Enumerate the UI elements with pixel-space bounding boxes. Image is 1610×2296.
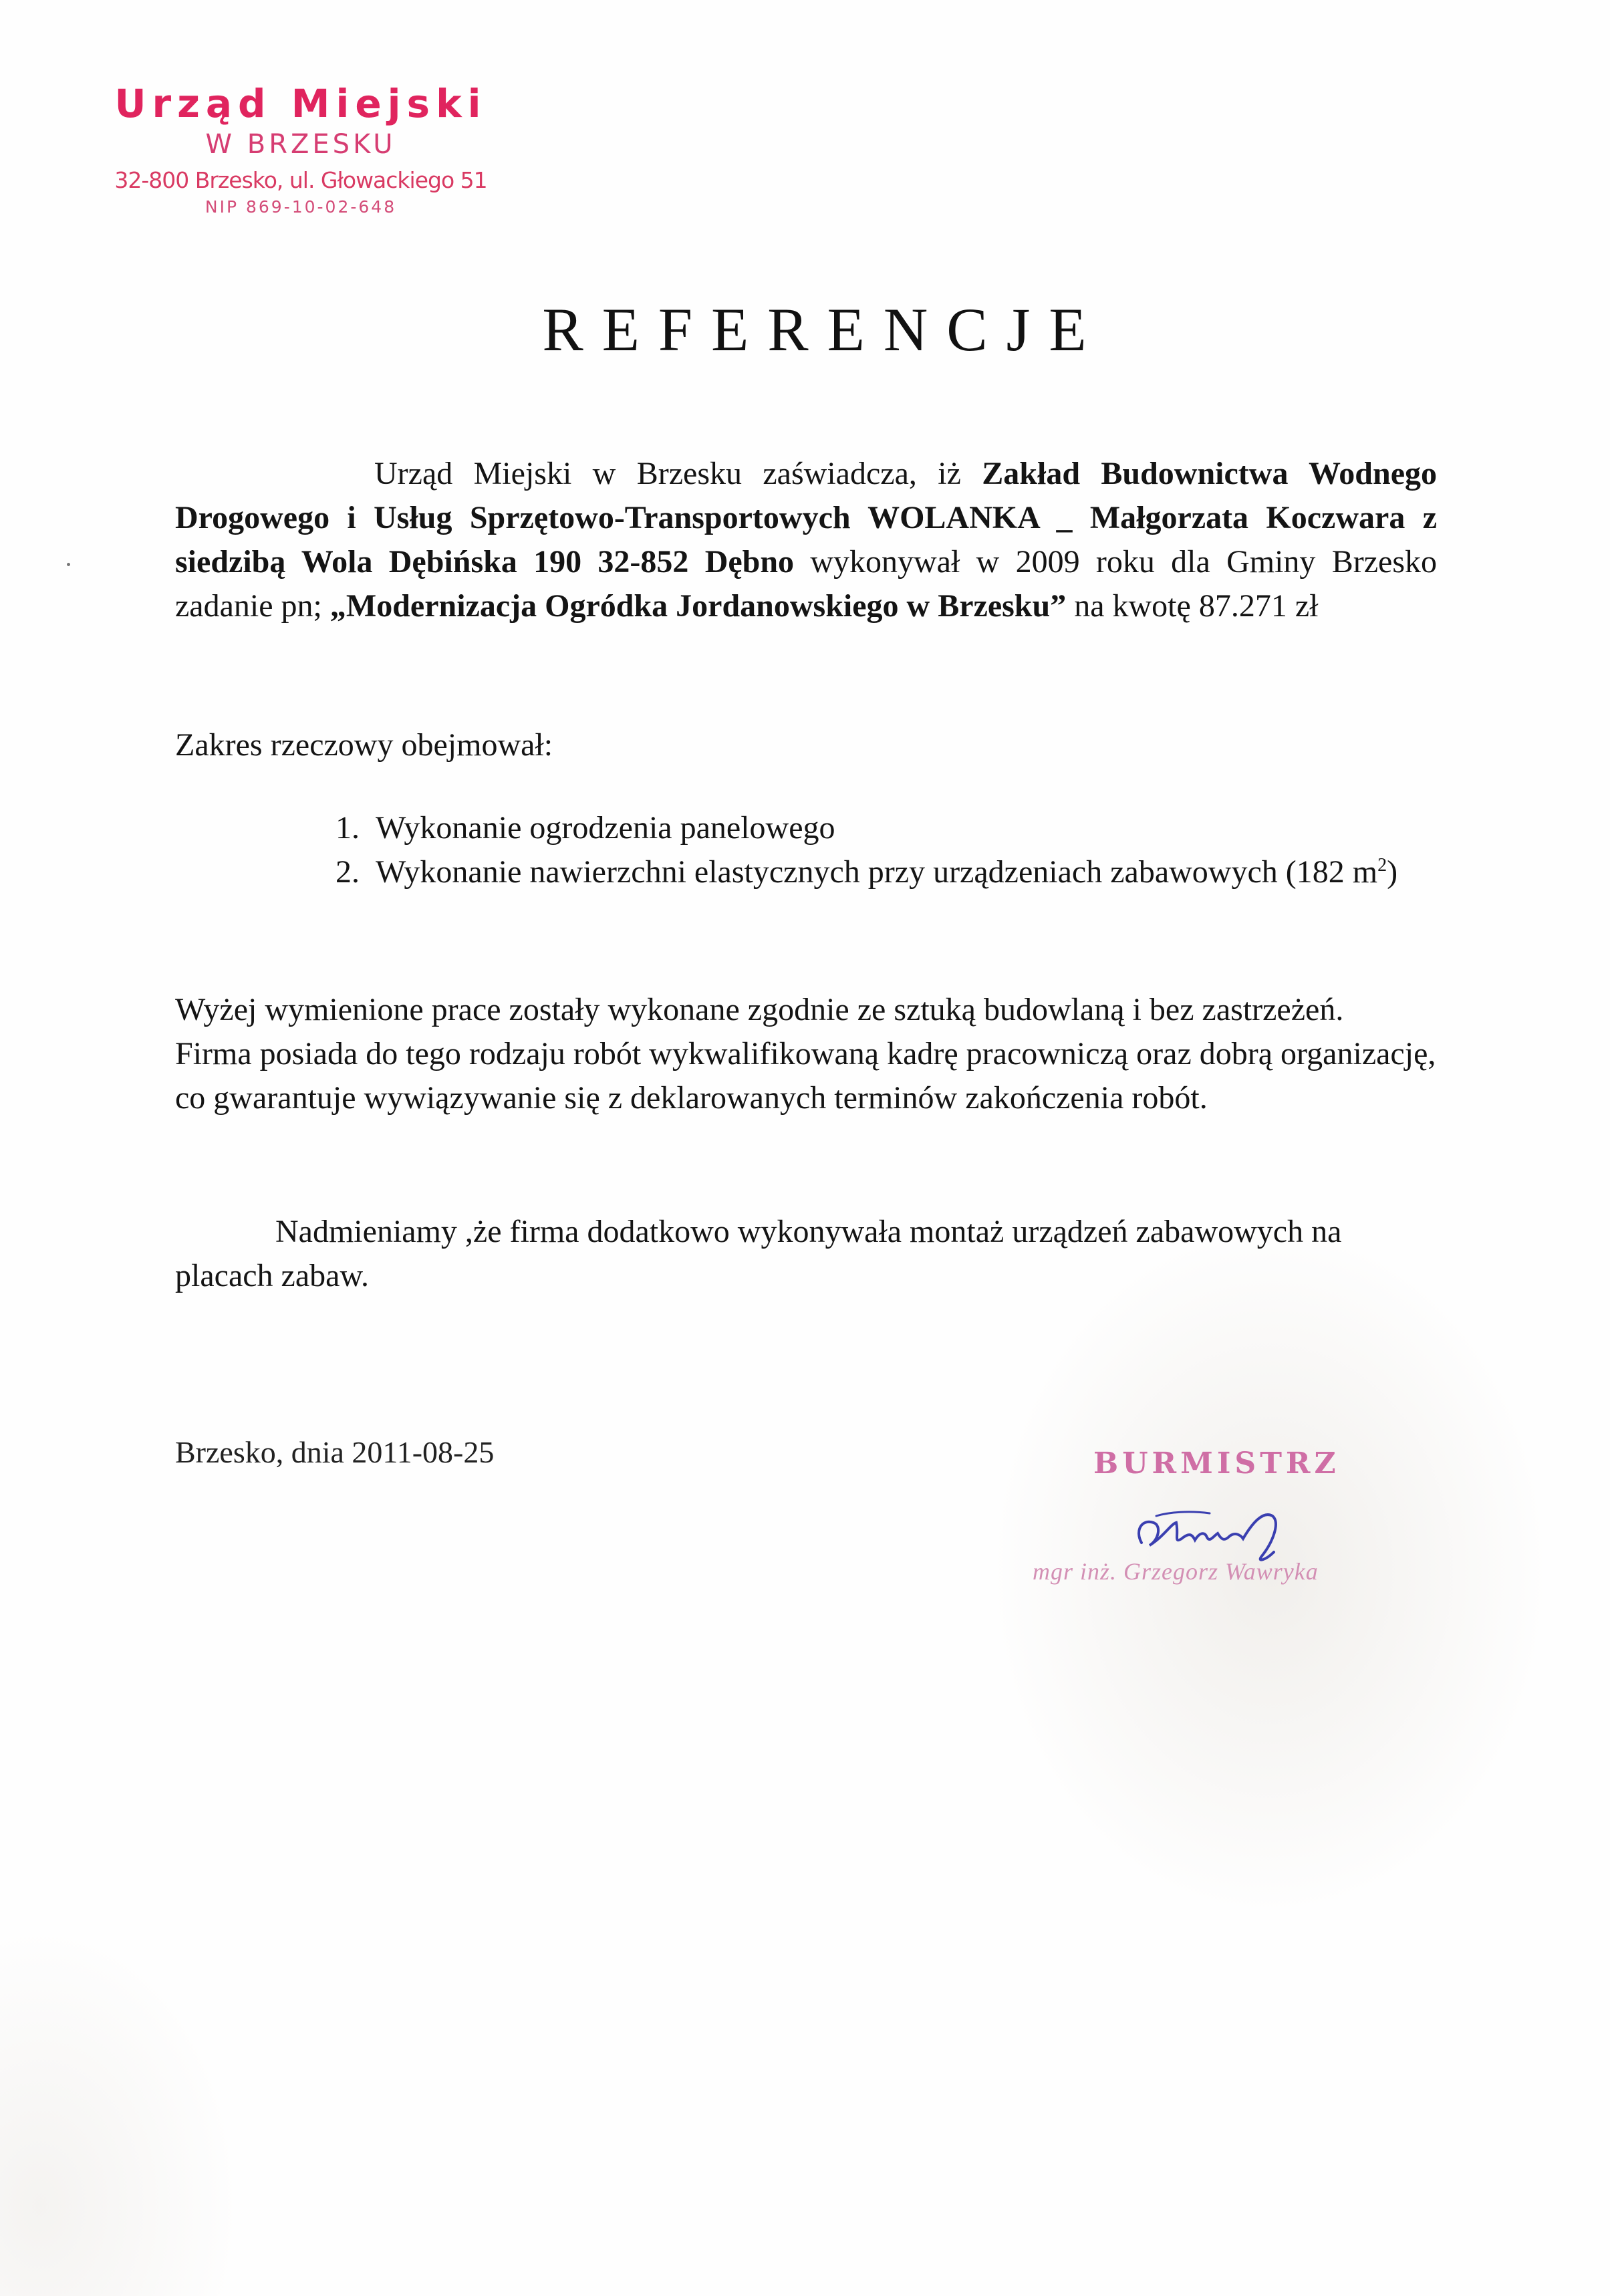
intro-paragraph [175,452,1437,628]
office-stamp [74,80,528,218]
signature-title: BURMISTRZ [1093,1446,1340,1481]
date-line: Brzesko, dnia 2011-08-25 [175,1435,495,1469]
scope-list [175,806,1437,894]
list-text [376,850,1437,894]
company-name: Zakład Budownictwa Wodnego Drogowego i Usług Sprzętowo-Transportowych WOLANKA _ Małgorzata Koczwara z siedzibą Wola Dębińska 190 32-852 Dębno [175,456,1438,580]
stamp-nip: NIP 869-10-02-648 [205,197,397,217]
intro-middle: wykonywał w 2009 roku dla Gminy Brzesko zadanie pn; [175,544,1437,624]
stamp-title: Urząd Miejski [114,81,487,126]
contract-amount: na kwotę 87.271 zł [1066,588,1319,624]
paragraph-extra: Nadmieniamy ,że firma dodatkowo wykonywała montaż urządzeń zabawowych na placach zabaw. [175,1214,1342,1293]
extra-paragraph [175,1210,1437,1298]
paragraph-work: Wyżej wymienione prace zostały wykonane zgodnie ze sztuką budowlaną i bez zastrzeżeń. [175,992,1344,1027]
paragraph-staff: Firma posiada do tego rodzaju robót wykwalifikowaną kadrę pracowniczą oraz dobrą organizację, co gwarantuje wywiązywanie się z deklarowanych terminów zakończenia robót. [175,1036,1436,1116]
list-number: 2. [336,854,360,890]
signatory-name: mgr inż. Grzegorz Wawryka [1033,1558,1319,1585]
document-title: REFERENCJE [542,295,1105,364]
list-item [175,806,1437,850]
list-item [175,850,1437,894]
task-name: „Modernizacja Ogródka Jordanowskiego w Brzesku” [329,588,1067,624]
list-number: 1. [336,810,360,846]
list-text: Wykonanie ogrodzenia panelowego [376,810,835,846]
scan-speck [67,563,70,566]
list-text-tail: ) [1387,854,1398,890]
stamp-city: W BRZESKU [205,129,396,160]
intro-lead: Urząd Miejski w Brzesku zaświadcza, iż [374,456,982,491]
scope-label: Zakres rzeczowy obejmował: [175,727,553,763]
list-text-main: Wykonanie nawierzchni elastycznych przy urządzeniach zabawowych (182 m [376,854,1378,890]
stamp-address: 32-800 Brzesko, ul. Głowackiego 51 [114,167,487,193]
superscript: 2 [1377,855,1387,876]
work-paragraphs [175,988,1437,1120]
